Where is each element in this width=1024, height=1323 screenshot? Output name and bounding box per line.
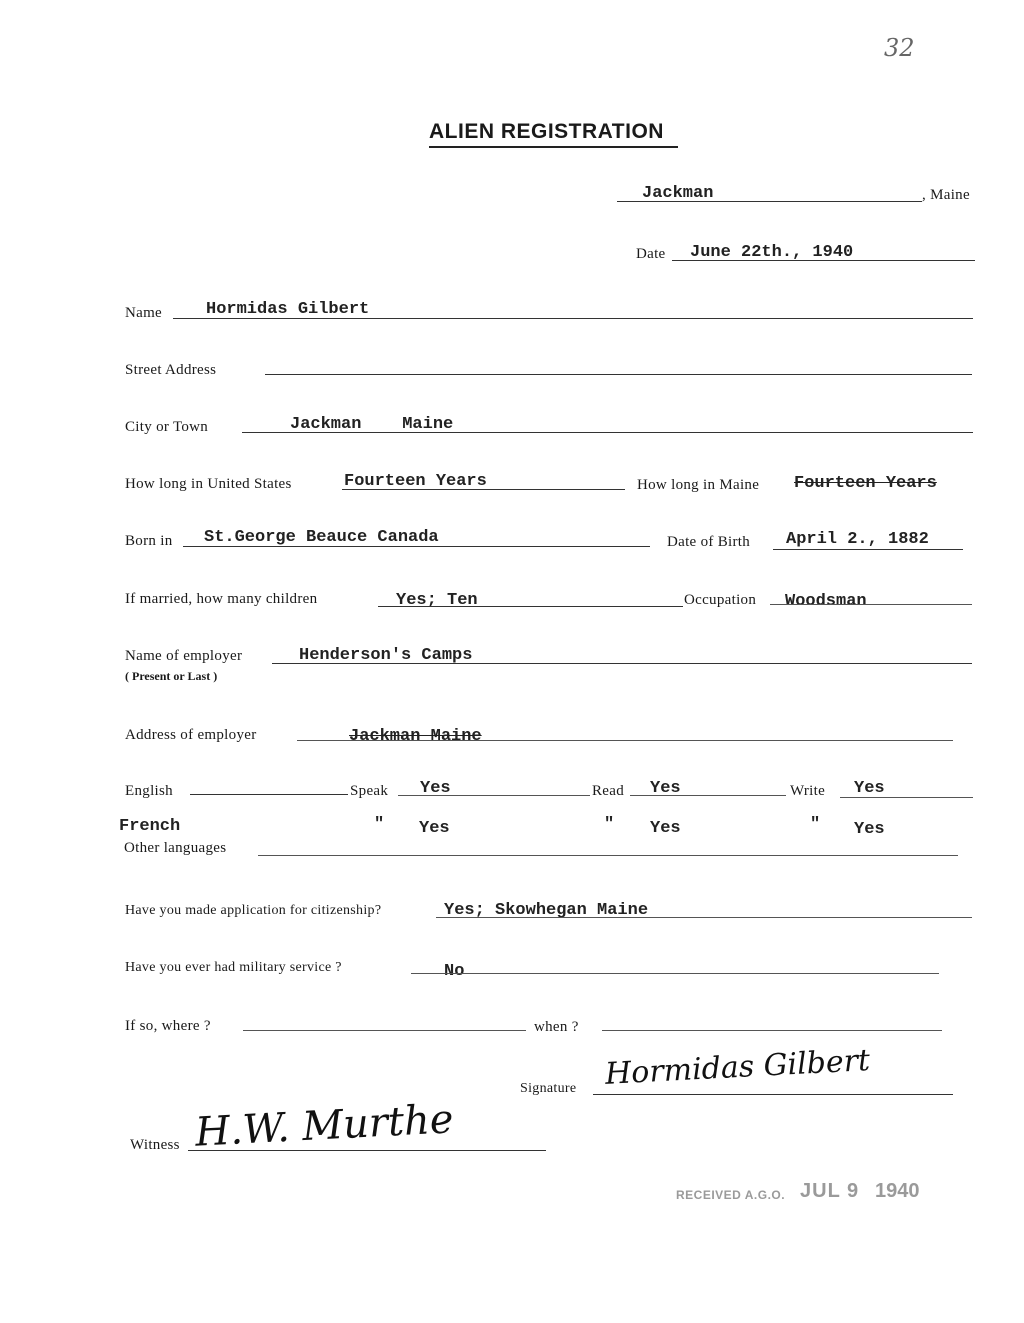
military-where-label: If so, where ? (125, 1018, 211, 1034)
city-value: Jackman Maine (290, 415, 454, 434)
place-suffix: , Maine (922, 187, 970, 203)
children-label: If married, how many children (125, 591, 318, 607)
form-title: ALIEN REGISTRATION (429, 120, 664, 143)
street-address-line (265, 374, 972, 375)
citizenship-label: Have you made application for citizenship? (125, 903, 382, 918)
employer-address-label: Address of employer (125, 727, 257, 743)
employer-label: Name of employer (125, 648, 243, 664)
page-number: 32 (884, 34, 915, 62)
how-long-us-line (342, 489, 625, 490)
french-ditto-read: " (604, 815, 615, 834)
occupation-value: Woodsman (785, 592, 867, 611)
date-of-birth-value: April 2., 1882 (786, 530, 929, 549)
received-stamp-month: JUL 9 (800, 1180, 860, 1202)
city-line (242, 432, 973, 433)
english-read-line (630, 795, 786, 796)
english-speak-value: Yes (420, 779, 451, 798)
employer-line (272, 663, 972, 664)
read-label: Read (592, 783, 625, 799)
military-label: Have you ever had military service ? (125, 960, 342, 975)
french-speak-value: Yes (419, 819, 450, 838)
date-label: Date (636, 246, 666, 262)
born-in-value: St.George Beauce Canada (204, 528, 439, 547)
other-languages-line (258, 855, 958, 856)
street-address-label: Street Address (125, 362, 217, 378)
english-line (190, 794, 348, 795)
military-line (411, 973, 939, 974)
military-where-line (243, 1030, 526, 1031)
french-write-value: Yes (854, 820, 885, 839)
how-long-us-label: How long in United States (125, 476, 292, 492)
occupation-line (770, 604, 972, 605)
born-in-line (183, 546, 650, 547)
signature-value: Hormidas Gilbert (604, 1043, 871, 1092)
citizenship-line (436, 917, 972, 918)
title-underline (429, 146, 678, 148)
english-label: English (125, 783, 173, 799)
occupation-label: Occupation (684, 592, 757, 608)
how-long-maine-value: Fourteen Years (794, 474, 937, 493)
speak-label: Speak (350, 783, 389, 799)
children-value: Yes; Ten (396, 591, 478, 610)
write-label: Write (790, 783, 826, 799)
other-languages-label: Other languages (124, 840, 227, 856)
place-line (617, 201, 922, 202)
date-of-birth-line (773, 549, 963, 550)
how-long-maine-label: How long in Maine (637, 477, 760, 493)
date-of-birth-label: Date of Birth (667, 534, 751, 550)
military-value: No (444, 962, 465, 981)
french-ditto-speak: " (374, 815, 385, 834)
english-read-value: Yes (650, 779, 681, 798)
place-value: Jackman (642, 184, 714, 203)
received-stamp-text: RECEIVED A.G.O. (676, 1188, 786, 1202)
military-when-line (602, 1030, 942, 1031)
french-language: French (119, 817, 181, 836)
employer-address-line (297, 740, 953, 741)
employer-sublabel: ( Present or Last ) (125, 669, 218, 683)
signature-line (593, 1094, 953, 1095)
signature-label: Signature (520, 1081, 577, 1096)
military-when-label: when ? (534, 1019, 579, 1035)
how-long-us-value: Fourteen Years (344, 472, 487, 491)
english-speak-line (398, 795, 590, 796)
date-line (672, 260, 975, 261)
name-label: Name (125, 305, 163, 321)
english-write-line (840, 797, 973, 798)
english-write-value: Yes (854, 779, 885, 798)
french-ditto-write: " (810, 815, 821, 834)
born-in-label: Born in (125, 533, 173, 549)
name-line (173, 318, 973, 319)
employer-address-value: Jackman Maine (349, 727, 482, 746)
citizenship-value: Yes; Skowhegan Maine (444, 901, 649, 920)
city-label: City or Town (125, 419, 209, 435)
witness-label: Witness (130, 1137, 180, 1153)
date-value: June 22th., 1940 (690, 243, 854, 262)
children-line (378, 606, 683, 607)
received-stamp-year: 1940 (875, 1180, 920, 1202)
witness-line (188, 1150, 546, 1151)
employer-value: Henderson's Camps (299, 646, 473, 665)
witness-signature: H.W. Murthe (193, 1096, 455, 1156)
name-value: Hormidas Gilbert (206, 300, 370, 319)
french-read-value: Yes (650, 819, 681, 838)
